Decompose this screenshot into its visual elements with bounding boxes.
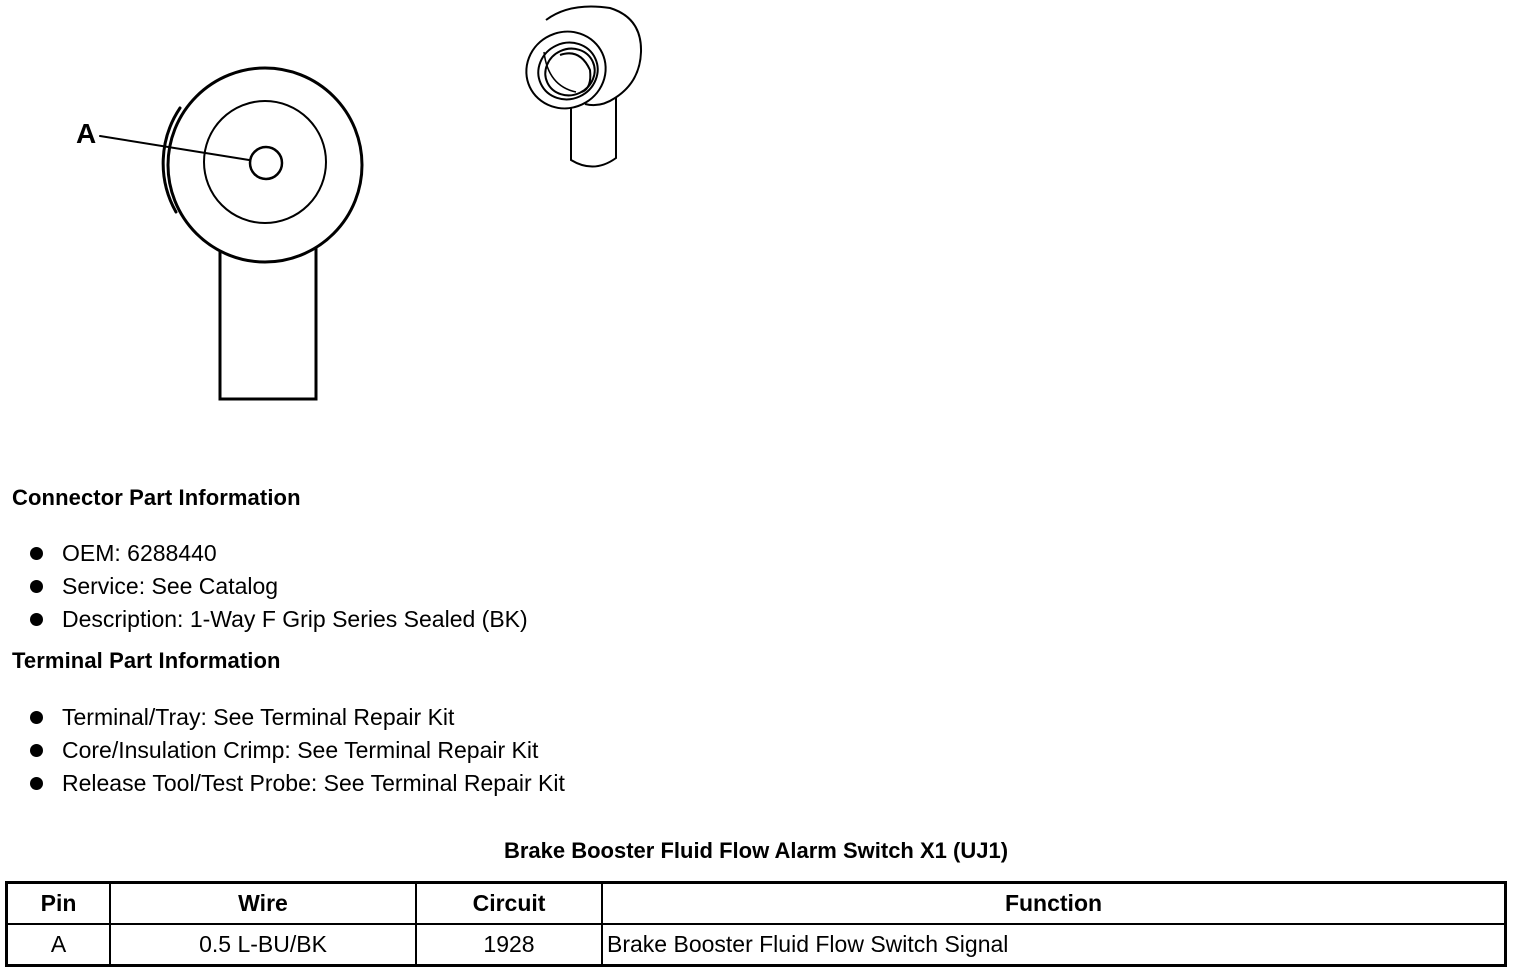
column-header-wire: Wire: [110, 883, 416, 925]
connector-stem: [220, 248, 316, 399]
list-item-text: Service: See Catalog: [62, 573, 279, 599]
column-header-circuit: Circuit: [416, 883, 602, 925]
bullet-icon: [30, 580, 43, 593]
terminal-part-info-heading: Terminal Part Information: [12, 648, 281, 673]
connector-isometric-view: [514, 7, 641, 167]
bullet-icon: [30, 547, 43, 560]
table-row: [7, 924, 1506, 966]
list-item-text: Description: 1-Way F Grip Series Sealed (BK): [62, 606, 528, 632]
cell-circuit: 1928: [416, 924, 602, 966]
connector-part-info-list: [0, 538, 528, 637]
cell-function: Brake Booster Fluid Flow Switch Signal: [602, 924, 1506, 966]
cell-wire: 0.5 L-BU/BK: [110, 924, 416, 966]
list-item-text: Core/Insulation Crimp: See Terminal Repair Kit: [62, 737, 539, 763]
list-item: [0, 604, 528, 637]
list-item-text: OEM: 6288440: [62, 540, 217, 566]
list-item: [0, 768, 565, 801]
connector-outer-body: [168, 68, 362, 262]
connector-face-view: [100, 68, 362, 399]
list-item: [0, 702, 565, 735]
list-item: [0, 538, 528, 571]
connector-illustration: [0, 0, 700, 420]
connector-part-info-heading: Connector Part Information: [12, 485, 301, 510]
bullet-icon: [30, 711, 43, 724]
terminal-part-info-list: [0, 702, 565, 801]
list-item: [0, 571, 528, 604]
bullet-icon: [30, 744, 43, 757]
list-item-text: Release Tool/Test Probe: See Terminal Repair Kit: [62, 770, 565, 796]
list-item-text: Terminal/Tray: See Terminal Repair Kit: [62, 704, 455, 730]
bullet-icon: [30, 777, 43, 790]
bullet-icon: [30, 613, 43, 626]
callout-label-a: A: [76, 118, 97, 149]
pinout-table: [5, 881, 1507, 967]
table-header-row: [7, 883, 1506, 925]
pinout-table-title: Brake Booster Fluid Flow Alarm Switch X1 (UJ1): [503, 838, 1009, 863]
list-item: [0, 735, 565, 768]
cell-pin: A: [7, 924, 111, 966]
column-header-pin: Pin: [7, 883, 111, 925]
column-header-function: Function: [602, 883, 1506, 925]
